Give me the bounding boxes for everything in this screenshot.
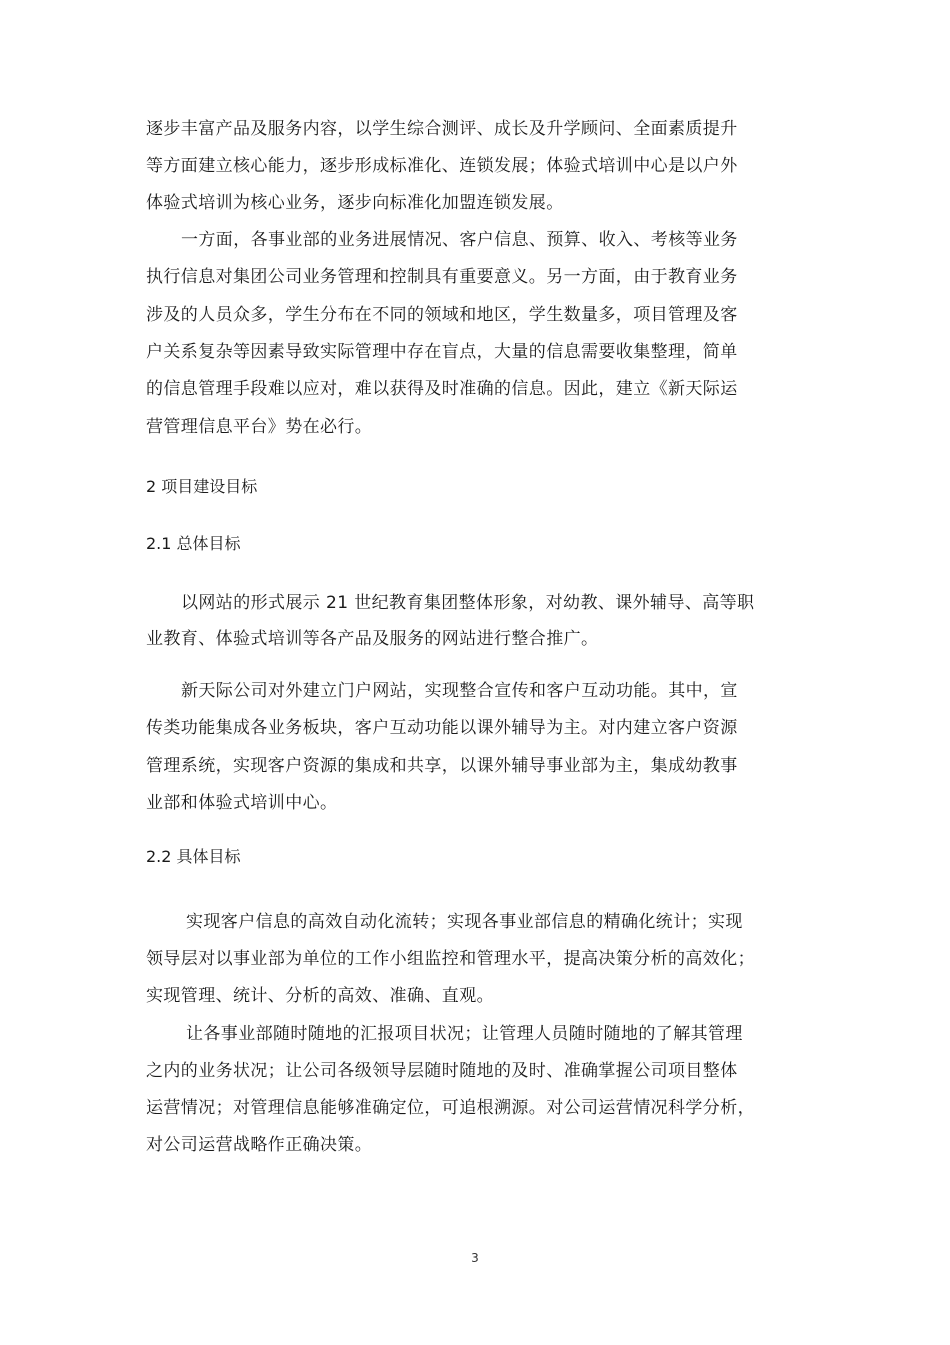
paragraph-2-line-1: 一方面，各事业部的业务进展情况、客户信息、预算、收入、考核等业务: [181, 230, 738, 250]
paragraph-5-line-1: 实现客户信息的高效自动化流转；实现各事业部信息的精确化统计；实现: [186, 912, 743, 932]
paragraph-6-line-1: 让各事业部随时随地的汇报项目状况；让管理人员随时随地的了解其管理: [186, 1024, 743, 1044]
paragraph-4-line-4: 业部和体验式培训中心。: [146, 793, 338, 813]
paragraph-2-line-2: 执行信息对集团公司业务管理和控制具有重要意义。另一方面，由于教育业务: [146, 267, 738, 287]
paragraph-6-line-3: 运营情况；对管理信息能够准确定位，可追根溯源。对公司运营情况科学分析，: [146, 1098, 755, 1118]
section-2-1-heading: 2.1 总体目标: [146, 534, 241, 553]
paragraph-2-line-3: 涉及的人员众多，学生分布在不同的领域和地区，学生数量多，项目管理及客: [146, 305, 738, 325]
paragraph-4-line-1: 新天际公司对外建立门户网站，实现整合宣传和客户互动功能。其中，宣: [181, 681, 738, 701]
section-2-2-heading: 2.2 具体目标: [146, 847, 241, 866]
page-number: 3: [471, 1251, 479, 1265]
paragraph-1-line-1: 逐步丰富产品及服务内容，以学生综合测评、成长及升学顾问、全面素质提升: [146, 119, 738, 139]
paragraph-5-line-3: 实现管理、统计、分析的高效、准确、直观。: [146, 986, 494, 1006]
paragraph-6-line-2: 之内的业务状况；让公司各级领导层随时随地的及时、准确掌握公司项目整体: [146, 1061, 738, 1081]
paragraph-1-line-3: 体验式培训为核心业务，逐步向标准化加盟连锁发展。: [146, 193, 564, 213]
paragraph-4-line-3: 管理系统，实现客户资源的集成和共享，以课外辅导事业部为主，集成幼教事: [146, 756, 738, 776]
paragraph-5-line-2: 领导层对以事业部为单位的工作小组监控和管理水平，提高决策分析的高效化；: [146, 949, 755, 969]
paragraph-1-line-2: 等方面建立核心能力，逐步形成标准化、连锁发展；体验式培训中心是以户外: [146, 156, 738, 176]
paragraph-6-line-4: 对公司运营战略作正确决策。: [146, 1135, 373, 1155]
section-2-heading: 2 项目建设目标: [146, 477, 258, 496]
paragraph-2-line-5: 的信息管理手段难以应对，难以获得及时准确的信息。因此，建立《新天际运: [146, 379, 738, 399]
paragraph-2-line-4: 户关系复杂等因素导致实际管理中存在盲点，大量的信息需要收集整理，简单: [146, 342, 738, 362]
paragraph-3-line-1: 以网站的形式展示 21 世纪教育集团整体形象，对幼教、课外辅导、高等职: [181, 593, 755, 613]
paragraph-3-line-2: 业教育、体验式培训等各产品及服务的网站进行整合推广。: [146, 629, 599, 649]
paragraph-2-line-6: 营管理信息平台》势在必行。: [146, 417, 373, 437]
paragraph-4-line-2: 传类功能集成各业务板块，客户互动功能以课外辅导为主。对内建立客户资源: [146, 718, 738, 738]
